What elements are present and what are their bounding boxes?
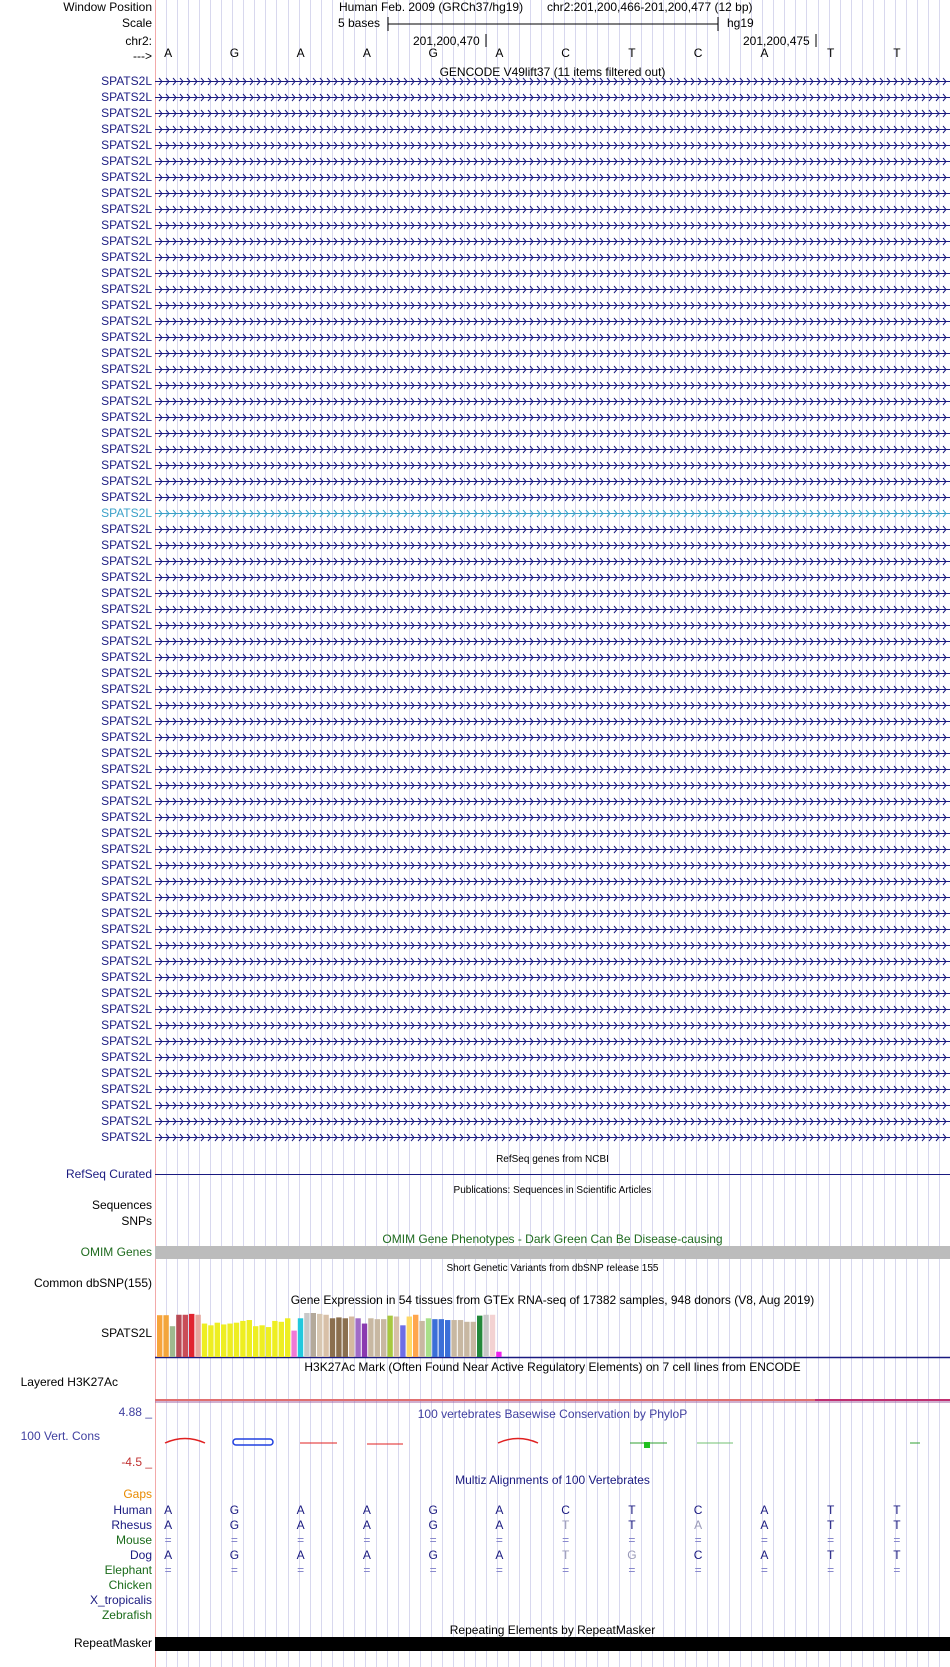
gencode-gene-label[interactable]: SPATS2L	[101, 1002, 152, 1016]
multiz-base: G	[229, 1518, 240, 1532]
multiz-base: =	[893, 1533, 901, 1547]
gencode-gene-label[interactable]: SPATS2L	[101, 314, 152, 328]
gencode-gene-label[interactable]: SPATS2L	[101, 1034, 152, 1048]
multiz-base: =	[760, 1533, 768, 1547]
gencode-gene-label[interactable]: SPATS2L	[101, 986, 152, 1000]
dna-base: A	[362, 46, 371, 60]
gencode-gene-label[interactable]: SPATS2L	[101, 1018, 152, 1032]
gencode-gene-label[interactable]: SPATS2L	[101, 874, 152, 888]
multiz-base: =	[694, 1563, 702, 1577]
multiz-base: A	[362, 1548, 371, 1562]
multiz-base: =	[164, 1533, 172, 1547]
gencode-gene-label[interactable]: SPATS2L	[101, 554, 152, 568]
gtex-label[interactable]: SPATS2L	[101, 1326, 152, 1340]
gencode-gene-label[interactable]: SPATS2L	[101, 570, 152, 584]
multiz-species-label[interactable]: Dog	[129, 1548, 152, 1562]
gencode-gene-label[interactable]: SPATS2L	[101, 234, 152, 248]
phylop-label[interactable]: 100 Vert. Cons	[20, 1429, 100, 1443]
multiz-base: =	[363, 1533, 371, 1547]
h3k27ac-title: H3K27Ac Mark (Often Found Near Active Regulatory Elements) on 7 cell lines from ENCODE	[304, 1360, 801, 1374]
publications-title: Publications: Sequences in Scientific Articles	[453, 1185, 652, 1196]
multiz-base: =	[495, 1563, 503, 1577]
multiz-base: C	[561, 1503, 570, 1517]
gencode-gene-label[interactable]: SPATS2L	[101, 954, 152, 968]
multiz-base: A	[760, 1548, 769, 1562]
multiz-species-label[interactable]: Rhesus	[111, 1518, 152, 1532]
gencode-gene-label[interactable]: SPATS2L	[101, 298, 152, 312]
phylop-track[interactable]	[155, 0, 950, 1460]
dna-base: A	[296, 46, 305, 60]
multiz-base: G	[229, 1503, 240, 1517]
phylop-title: 100 vertebrates Basewise Conservation by PhyloP	[417, 1407, 688, 1421]
gencode-gene-label[interactable]: SPATS2L	[101, 522, 152, 536]
gencode-gene-label[interactable]: SPATS2L	[101, 250, 152, 264]
gencode-gene-label[interactable]: SPATS2L	[101, 618, 152, 632]
multiz-base: G	[428, 1548, 438, 1562]
gencode-gene-label[interactable]: SPATS2L	[101, 810, 152, 824]
refseq-title: RefSeq genes from NCBI	[496, 1154, 609, 1165]
gencode-gene-label[interactable]: SPATS2L	[101, 442, 152, 456]
multiz-species-label[interactable]: Chicken	[108, 1578, 152, 1592]
gencode-gene-label[interactable]: SPATS2L	[101, 682, 152, 696]
multiz-base: T	[628, 1518, 636, 1532]
multiz-base: =	[628, 1533, 636, 1547]
repeatmasker-title: Repeating Elements by RepeatMasker	[449, 1623, 656, 1637]
dbsnp-title: Short Genetic Variants from dbSNP release 155	[446, 1263, 659, 1274]
gencode-gene-label[interactable]: SPATS2L	[101, 970, 152, 984]
gencode-gene-label[interactable]: SPATS2L	[101, 938, 152, 952]
refseq-label[interactable]: RefSeq Curated	[65, 1167, 152, 1181]
dna-base: T	[628, 46, 636, 60]
gencode-gene-label[interactable]: SPATS2L	[101, 346, 152, 360]
scale-text: 5 bases	[338, 16, 381, 30]
gencode-gene-label[interactable]: SPATS2L	[101, 458, 152, 472]
strand-label: --->	[133, 49, 152, 63]
gencode-gene-label[interactable]: SPATS2L	[101, 410, 152, 424]
multiz-base: G	[229, 1548, 240, 1562]
multiz-base: A	[164, 1503, 173, 1517]
gencode-gene-label[interactable]: SPATS2L	[101, 90, 152, 104]
multiz-base: T	[561, 1518, 570, 1532]
gencode-gene-label[interactable]: SPATS2L	[101, 1066, 152, 1080]
multiz-base: T	[561, 1548, 570, 1562]
gencode-gene-label[interactable]: SPATS2L	[101, 826, 152, 840]
gencode-gene-label[interactable]: SPATS2L	[101, 1050, 152, 1064]
multiz-base: C	[693, 1548, 703, 1562]
multiz-base: A	[296, 1503, 305, 1517]
gencode-gene-label[interactable]: SPATS2L	[101, 650, 152, 664]
chrom-label: chr2:	[125, 34, 152, 48]
gencode-gene-label[interactable]: SPATS2L	[101, 698, 152, 712]
multiz-base: A	[164, 1518, 173, 1532]
multiz-base: A	[760, 1518, 769, 1532]
gencode-gene-label[interactable]: SPATS2L	[101, 1082, 152, 1096]
gencode-gene-label[interactable]: SPATS2L	[101, 186, 152, 200]
multiz-base: =	[164, 1563, 172, 1577]
multiz-base: A	[495, 1503, 504, 1517]
gencode-gene-label[interactable]: SPATS2L	[101, 74, 152, 88]
gencode-gene-label[interactable]: SPATS2L	[101, 106, 152, 120]
gencode-gene-label[interactable]: SPATS2L	[101, 730, 152, 744]
multiz-base: T	[893, 1548, 901, 1562]
multiz-base: =	[297, 1533, 305, 1547]
repeatmasker-bar[interactable]	[155, 1637, 950, 1651]
gencode-gene-label[interactable]: SPATS2L	[101, 1130, 152, 1144]
multiz-base: T	[628, 1503, 636, 1517]
gencode-gene-label[interactable]: SPATS2L	[101, 842, 152, 856]
multiz-base: A	[296, 1518, 305, 1532]
multiz-base: =	[363, 1563, 371, 1577]
dna-base: C	[561, 46, 570, 60]
multiz-base: T	[826, 1503, 835, 1517]
gencode-gene-label[interactable]: SPATS2L	[101, 762, 152, 776]
gencode-gene-label[interactable]: SPATS2L	[101, 778, 152, 792]
gencode-gene-label[interactable]: SPATS2L	[101, 714, 152, 728]
gencode-gene-label[interactable]: SPATS2L	[101, 634, 152, 648]
multiz-species-label[interactable]: Human	[113, 1503, 152, 1517]
multiz-species-label[interactable]: Zebrafish	[101, 1608, 152, 1622]
multiz-base: =	[495, 1533, 503, 1547]
coord-right: 201,200,475	[743, 34, 810, 48]
gencode-gene-label[interactable]: SPATS2L	[101, 122, 152, 136]
multiz-base: =	[230, 1563, 238, 1577]
multiz-species-label[interactable]: Mouse	[115, 1533, 152, 1547]
multiz-base: C	[693, 1503, 703, 1517]
gencode-gene-label[interactable]: SPATS2L	[101, 890, 152, 904]
multiz-base: =	[230, 1533, 238, 1547]
h3k27ac-label[interactable]: Layered H3K27Ac	[20, 1375, 118, 1389]
phylop-ymax: 4.88 _	[118, 1405, 152, 1419]
gtex-title: Gene Expression in 54 tissues from GTEx RNA-seq of 17382 samples, 948 donors (V8, Aug 2019)	[290, 1293, 815, 1307]
dna-base: A	[760, 46, 769, 60]
gencode-gene-label[interactable]: SPATS2L	[101, 1098, 152, 1112]
multiz-base: T	[826, 1518, 835, 1532]
gencode-gene-label[interactable]: SPATS2L	[101, 218, 152, 232]
gencode-gene-label[interactable]: SPATS2L	[101, 282, 152, 296]
gencode-gene-label[interactable]: SPATS2L	[101, 362, 152, 376]
multiz-base: A	[164, 1548, 173, 1562]
multiz-gaps-label[interactable]: Gaps	[123, 1487, 152, 1501]
multiz-base: A	[495, 1518, 504, 1532]
dna-base: A	[164, 46, 173, 60]
gencode-gene-label[interactable]: SPATS2L	[101, 586, 152, 600]
multiz-base: A	[362, 1503, 371, 1517]
multiz-base: =	[827, 1563, 835, 1577]
gencode-gene-label[interactable]: SPATS2L	[101, 538, 152, 552]
gencode-gene-label[interactable]: SPATS2L	[101, 746, 152, 760]
dna-base: C	[693, 46, 703, 60]
multiz-base: =	[429, 1563, 437, 1577]
multiz-base: =	[297, 1563, 305, 1577]
gencode-gene-label[interactable]: SPATS2L	[101, 202, 152, 216]
gencode-gene-label[interactable]: SPATS2L	[101, 794, 152, 808]
gencode-gene-label[interactable]: SPATS2L	[101, 378, 152, 392]
repeatmasker-label[interactable]: RepeatMasker	[73, 1636, 152, 1650]
multiz-base: G	[428, 1503, 438, 1517]
multiz-base: A	[495, 1548, 504, 1562]
dna-base: G	[229, 46, 240, 60]
multiz-base: G	[428, 1518, 438, 1532]
multiz-base: =	[628, 1563, 636, 1577]
gencode-gene-label[interactable]: SPATS2L	[101, 426, 152, 440]
multiz-base: A	[760, 1503, 769, 1517]
phylop-ymin: -4.5 _	[121, 1455, 152, 1469]
multiz-base: =	[562, 1563, 570, 1577]
gencode-gene-label[interactable]: SPATS2L	[101, 138, 152, 152]
multiz-base: =	[694, 1533, 702, 1547]
multiz-base: A	[296, 1548, 305, 1562]
multiz-title: Multiz Alignments of 100 Vertebrates	[455, 1473, 650, 1487]
multiz-base: A	[362, 1518, 371, 1532]
gencode-gene-label[interactable]: SPATS2L	[101, 330, 152, 344]
dna-base: T	[893, 46, 901, 60]
publications-snps-label[interactable]: SNPs	[121, 1214, 152, 1228]
multiz-base: =	[562, 1533, 570, 1547]
gencode-gene-label[interactable]: SPATS2L	[101, 506, 152, 520]
gencode-gene-label[interactable]: SPATS2L	[101, 906, 152, 920]
multiz-base: =	[827, 1533, 835, 1547]
multiz-base: =	[429, 1533, 437, 1547]
multiz-base: A	[694, 1518, 703, 1532]
dbsnp-label[interactable]: Common dbSNP(155)	[33, 1276, 152, 1290]
gencode-gene-label[interactable]: SPATS2L	[101, 666, 152, 680]
gencode-gene-label[interactable]: SPATS2L	[101, 858, 152, 872]
multiz-base: T	[893, 1518, 901, 1532]
multiz-base: T	[826, 1548, 835, 1562]
gencode-gene-label[interactable]: SPATS2L	[101, 1114, 152, 1128]
gencode-gene-label[interactable]: SPATS2L	[101, 474, 152, 488]
gencode-gene-label[interactable]: SPATS2L	[101, 154, 152, 168]
gencode-gene-label[interactable]: SPATS2L	[101, 490, 152, 504]
omim-label[interactable]: OMIM Genes	[80, 1245, 152, 1259]
coord-left: 201,200,470	[413, 34, 480, 48]
gencode-gene-label[interactable]: SPATS2L	[101, 922, 152, 936]
multiz-base: T	[893, 1503, 901, 1517]
window-position-label: Window Position	[63, 0, 152, 14]
multiz-species-label[interactable]: X_tropicalis	[89, 1593, 152, 1607]
multiz-base: =	[760, 1563, 768, 1577]
scale-label: Scale	[121, 16, 152, 30]
multiz-species-label[interactable]: Elephant	[104, 1563, 152, 1577]
gencode-gene-label[interactable]: SPATS2L	[101, 170, 152, 184]
gencode-title: GENCODE V49lift37 (11 items filtered out)	[439, 65, 666, 79]
gencode-gene-label[interactable]: SPATS2L	[101, 266, 152, 280]
gencode-gene-label[interactable]: SPATS2L	[101, 394, 152, 408]
multiz-base: =	[893, 1563, 901, 1577]
multiz-base: G	[627, 1548, 637, 1562]
position-text: chr2:201,200,466-201,200,477 (12 bp)	[547, 0, 753, 14]
track-labels	[0, 0, 155, 1667]
omim-title: OMIM Gene Phenotypes - Dark Green Can Be Disease-causing	[382, 1232, 723, 1246]
dna-base: G	[428, 46, 438, 60]
gencode-gene-label[interactable]: SPATS2L	[101, 602, 152, 616]
track-area[interactable]	[155, 0, 950, 1667]
assembly-title: Human Feb. 2009 (GRCh37/hg19)	[339, 0, 524, 14]
publications-sequences-label[interactable]: Sequences	[91, 1198, 152, 1212]
dna-base: A	[495, 46, 504, 60]
db-name: hg19	[727, 16, 754, 30]
dna-base: T	[826, 46, 835, 60]
